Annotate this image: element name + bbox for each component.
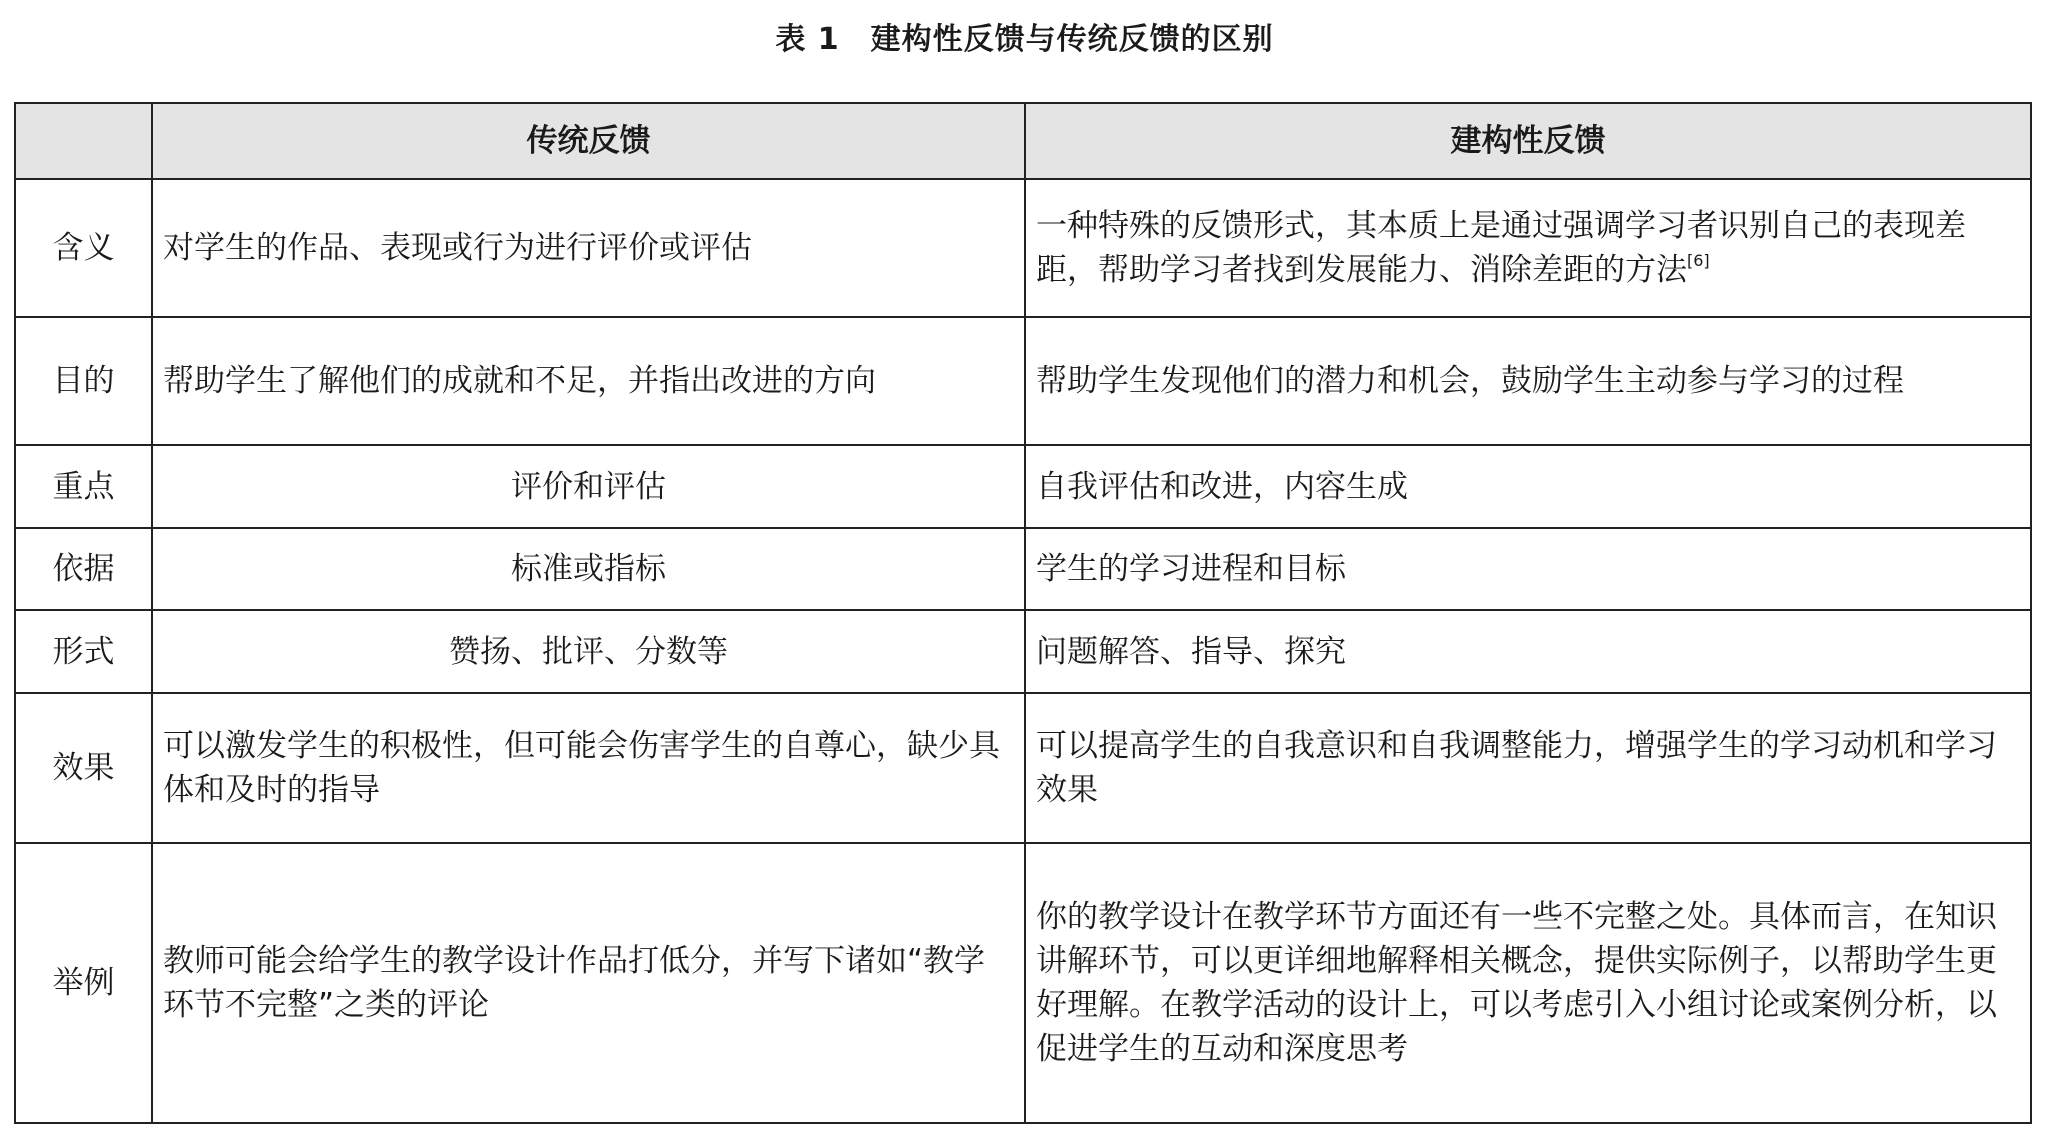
constructive-cell: 帮助学生发现他们的潜力和机会，鼓励学生主动参与学习的过程 xyxy=(1025,317,2031,445)
row-label: 目的 xyxy=(15,317,152,445)
constructive-cell: 自我评估和改进，内容生成 xyxy=(1025,445,2031,528)
table-row xyxy=(15,610,2031,693)
traditional-cell: 评价和评估 xyxy=(152,445,1025,528)
traditional-cell: 赞扬、批评、分数等 xyxy=(152,610,1025,693)
traditional-cell: 教师可能会给学生的教学设计作品打低分，并写下诸如“教学环节不完整”之类的评论 xyxy=(152,843,1025,1123)
row-label: 重点 xyxy=(15,445,152,528)
header-traditional-feedback: 传统反馈 xyxy=(152,103,1025,179)
table-row xyxy=(15,179,2031,317)
constructive-text: 一种特殊的反馈形式，其本质上是通过强调学习者识别自己的表现差距，帮助学习者找到发展能力、消除差距的方法 xyxy=(1036,208,1966,288)
table-row xyxy=(15,693,2031,843)
constructive-cell: 你的教学设计在教学环节方面还有一些不完整之处。具体而言，在知识讲解环节，可以更详细地解释相关概念，提供实际例子，以帮助学生更好理解。在教学活动的设计上，可以考虑引入小组讨论或案例分析，以促进学生的互动和深度思考 xyxy=(1025,843,2031,1123)
traditional-cell: 可以激发学生的积极性，但可能会伤害学生的自尊心，缺少具体和及时的指导 xyxy=(152,693,1025,843)
comparison-table xyxy=(14,102,2032,1124)
table-header-row xyxy=(15,103,2031,179)
traditional-cell: 标准或指标 xyxy=(152,528,1025,610)
table-row xyxy=(15,528,2031,610)
table-row xyxy=(15,843,2031,1123)
constructive-cell: 可以提高学生的自我意识和自我调整能力，增强学生的学习动机和学习效果 xyxy=(1025,693,2031,843)
reference-marker: [6] xyxy=(1687,251,1710,270)
row-label: 含义 xyxy=(15,179,152,317)
row-label: 依据 xyxy=(15,528,152,610)
table-row xyxy=(15,317,2031,445)
constructive-cell: 问题解答、指导、探究 xyxy=(1025,610,2031,693)
header-corner-cell xyxy=(15,103,152,179)
constructive-cell xyxy=(1025,179,2031,317)
header-constructive-feedback: 建构性反馈 xyxy=(1025,103,2031,179)
traditional-cell: 帮助学生了解他们的成就和不足，并指出改进的方向 xyxy=(152,317,1025,445)
row-label: 举例 xyxy=(15,843,152,1123)
traditional-cell: 对学生的作品、表现或行为进行评价或评估 xyxy=(152,179,1025,317)
constructive-cell: 学生的学习进程和目标 xyxy=(1025,528,2031,610)
row-label: 形式 xyxy=(15,610,152,693)
table-row xyxy=(15,445,2031,528)
row-label: 效果 xyxy=(15,693,152,843)
table-caption: 表 1 建构性反馈与传统反馈的区别 xyxy=(775,22,1274,57)
